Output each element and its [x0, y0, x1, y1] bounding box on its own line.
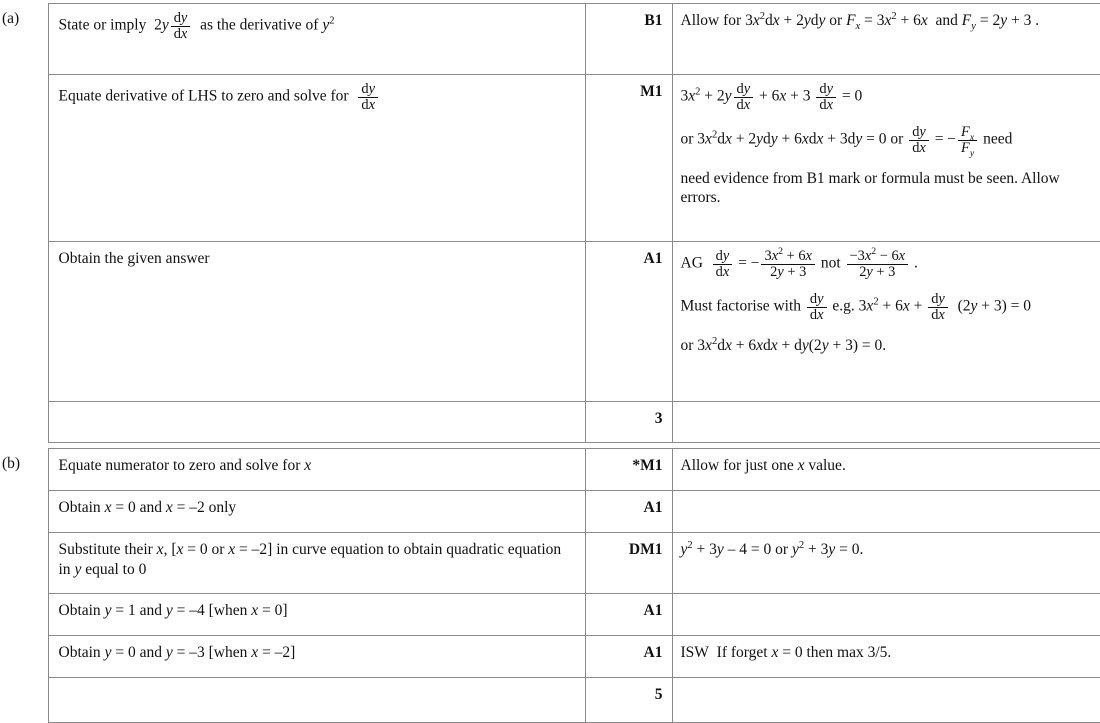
mark-cell-a1: A1: [585, 242, 672, 402]
part-total-b: 5: [585, 678, 672, 723]
table-row: [0, 636, 1100, 678]
table-row: [0, 449, 1100, 491]
table-row: [0, 491, 1100, 533]
table-row: [0, 594, 1100, 636]
notes-equation-factorise: Must factorise with $\frac{dy}{dx}$ e.g. $3x^2 + 6x$ + $\frac{dy}{dx}$ (2y + 3) = 0: [680, 291, 1032, 324]
mark-cell-b1: B1: [585, 4, 672, 75]
notes-text: ISW If forget x = 0 then max 3/5.: [680, 644, 892, 661]
solution-cell-b2: [48, 491, 585, 533]
solution-cell-a1: [48, 4, 585, 75]
table-row-total: [0, 402, 1100, 443]
solution-cell-b4: [48, 594, 585, 636]
notes-text: Allow for just one x value.: [680, 457, 846, 474]
solution-cell-empty: [48, 678, 585, 723]
table-row: [0, 533, 1100, 594]
solution-text: Equate numerator to zero and solve for x: [58, 457, 312, 474]
table-row: [0, 75, 1100, 242]
solution-cell-b3: [48, 533, 585, 594]
notes-text: Allow for $3x^2dx + 2ydy$ or $F_x = 3x^2 + 6x$ and $F_y = 2y + 3$ .: [680, 10, 1040, 33]
mark-scheme-page: [0, 3, 1100, 703]
solution-text: State or imply 2y $\frac{dy}{dx}$ as the derivative of $y^2$: [58, 10, 335, 43]
table-row-total: [0, 678, 1100, 723]
part-label-spacer: [0, 678, 48, 723]
mark-cell-dm1: DM1: [585, 533, 672, 594]
notes-cell-empty: [672, 594, 1100, 636]
part-label-spacer: [0, 636, 48, 678]
table-row: [0, 4, 1100, 75]
solution-cell-empty: [48, 402, 585, 443]
part-label-a: (a): [2, 9, 20, 27]
solution-text: Obtain the given answer: [58, 250, 210, 267]
notes-cell-empty: [672, 491, 1100, 533]
notes-cell-b1: [672, 4, 1100, 75]
part-label-spacer: [0, 242, 48, 402]
notes-cell-a1-b5: [672, 636, 1100, 678]
solution-text: Obtain y = 0 and y = –3 [when x = –2]: [58, 644, 296, 661]
solution-cell-b5: [48, 636, 585, 678]
notes-cell-empty: [672, 402, 1100, 443]
mark-cell-m1: M1: [585, 75, 672, 242]
mark-scheme-table: [0, 3, 1100, 723]
mark-cell-a1-b2: A1: [585, 491, 672, 533]
solution-cell-a2: [48, 75, 585, 242]
mark-cell-star-m1: *M1: [585, 449, 672, 491]
notes-equation-2: or $3x^2dx + 2ydy + 6xdx + 3dy = 0$ or $\frac{dy}{dx}$ = − $\frac{F_x}{F_y}$ need: [680, 124, 1013, 160]
notes-cell-star-m1: [672, 449, 1100, 491]
solution-text: Equate derivative of LHS to zero and solve for $\frac{dy}{dx}$: [59, 82, 577, 113]
solution-cell-b1: [48, 449, 585, 491]
notes-equation-1: $3x^2 + 2y$ $\frac{dy}{dx}$ + 6x + 3 $\frac{dy}{dx}$ = 0: [680, 81, 863, 114]
notes-cell-dm1: [672, 533, 1100, 594]
part-label-spacer: [0, 533, 48, 594]
part-label-spacer: [0, 402, 48, 443]
notes-cell-m1: [672, 75, 1100, 242]
mark-cell-a1-b5: A1: [585, 636, 672, 678]
notes-text: need evidence from B1 mark or formula must be seen. Allow errors.: [680, 169, 1060, 207]
part-label-spacer: [0, 75, 48, 242]
part-total-a: 3: [585, 402, 672, 443]
mark-cell-a1-b4: A1: [585, 594, 672, 636]
solution-text: Obtain y = 1 and y = –4 [when x = 0]: [58, 602, 288, 619]
solution-text: Obtain x = 0 and x = –2 only: [58, 499, 237, 516]
solution-text: Substitute their x, [x = 0 or x = –2] in curve equation to obtain quadratic equation in y equal to 0: [58, 541, 562, 578]
part-label-spacer: [0, 594, 48, 636]
part-label-spacer: [0, 491, 48, 533]
part-label-b: (b): [2, 454, 21, 472]
notes-text: $y^2 + 3y - 4 = 0$ or $y^2 + 3y = 0$.: [680, 539, 864, 558]
solution-cell-a3: [48, 242, 585, 402]
notes-equation-alt: or $3x^2dx + 6xdx + dy(2y + 3) = 0$.: [680, 335, 887, 354]
notes-cell-a1: [672, 242, 1100, 402]
table-row: [0, 242, 1100, 402]
notes-equation-ag: AG $\frac{dy}{dx}$ = − $\frac{3x^2 + 6x}{2y + 3}$ not $\frac{-3x^2 - 6x}{2y + 3}$ .: [680, 246, 918, 281]
notes-cell-empty: [672, 678, 1100, 723]
